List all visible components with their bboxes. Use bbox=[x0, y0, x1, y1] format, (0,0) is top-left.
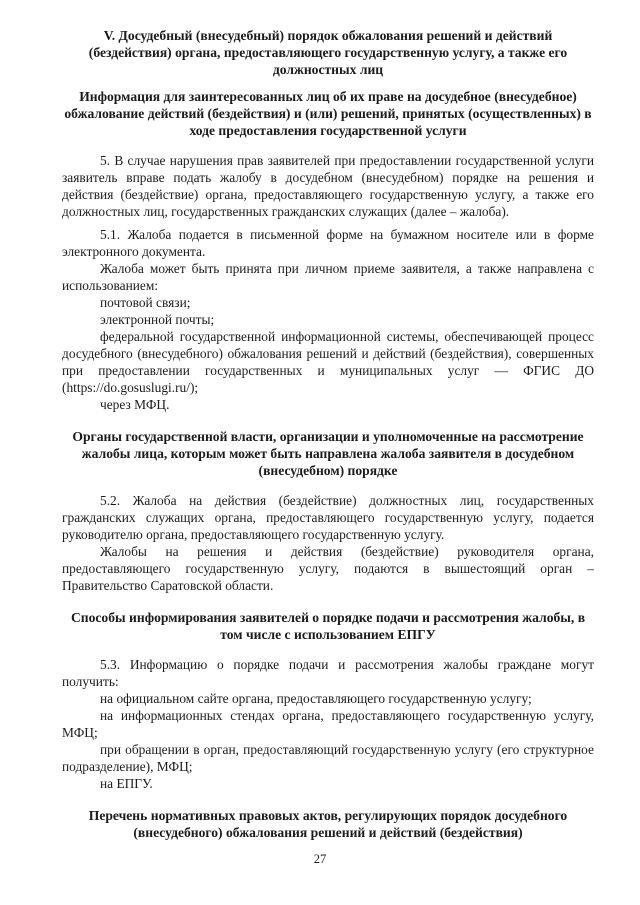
paragraph-5-2: 5.2. Жалоба на действия (бездействие) должностных лиц, государственных гражданских служащих органа, предоставляющего государственную услугу, подается руководителю органа, предоставляющего государственную услугу. bbox=[62, 493, 594, 542]
subsection-body-informing bbox=[62, 656, 594, 792]
subsection-heading-rights: Информация для заинтересованных лиц об их праве на досудебное (внесудебное) обжалование действий (бездействия) и (или) решений, принятых (осуществленных) в ходе предоставления государственной услуги bbox=[64, 89, 592, 138]
list-item-post: почтовой связи; bbox=[100, 295, 191, 310]
paragraph-5-1: 5.1. Жалоба подается в письменной форме на бумажном носителе или в форме электронного документа. bbox=[62, 227, 594, 259]
subsection-heading-legal-acts: Перечень нормативных правовых актов, регулирующих порядок досудебного (внесудебного) обжалования решений и действий (бездействия) bbox=[88, 808, 568, 840]
list-item-mfc: через МФЦ. bbox=[100, 397, 170, 412]
list-item-website: на официальном сайте органа, предоставляющего государственную услугу; bbox=[100, 691, 532, 706]
page-number: 27 bbox=[313, 852, 327, 866]
list-item-visit: при обращении в орган, предоставляющий государственную услугу (его структурное подразделение), МФЦ; bbox=[62, 742, 594, 774]
paragraph-methods-intro: Жалоба может быть принята при личном приеме заявителя, а также направлена с использованием: bbox=[62, 261, 594, 293]
subsection-body-rights bbox=[62, 152, 594, 413]
paragraph-5-3: 5.3. Информацию о порядке подачи и рассмотрения жалобы граждане могут получить: bbox=[62, 657, 594, 689]
list-item-email: электронной почты; bbox=[100, 312, 215, 327]
subsection-body-authorities bbox=[62, 492, 594, 594]
paragraph-5: 5. В случае нарушения прав заявителей при предоставлении государственной услуги заявитель вправе подать жалобу в досудебном (внесудебном) порядке на решения и действия (бездействие) органа, предоставляющего государственную услугу, а также его должностных лиц, государственных гражданских служащих (далее – жалоба). bbox=[62, 153, 594, 219]
subsection-heading-informing: Способы информирования заявителей о порядке подачи и рассмотрения жалобы, в том числе с использованием ЕПГУ bbox=[70, 610, 586, 642]
subsection-heading-authorities: Органы государственной власти, организации и уполномоченные на рассмотрение жалобы лица, которым может быть направлена жалоба заявителя в досудебном (внесудебном) порядке bbox=[72, 429, 584, 478]
list-item-fgis: федеральной государственной информационной системы, обеспечивающей процесс досудебного (внесудебного) обжалования решений и действий (бездействия), совершенных при предоставлении государственных и муниципальных услуг — ФГИС ДО (https://do.gosuslugi.ru/); bbox=[62, 329, 594, 395]
section-title: V. Досудебный (внесудебный) порядок обжалования решений и действий (бездействия) органа, предоставляющего государственную услугу, а также его должностных лиц bbox=[88, 28, 568, 77]
list-item-stands: на информационных стендах органа, предоставляющего государственную услугу, МФЦ; bbox=[62, 708, 594, 740]
paragraph-head-complaints: Жалобы на решения и действия (бездействие) руководителя органа, предоставляющего государственную услугу, подаются в вышестоящий орган – Правительство Саратовской области. bbox=[62, 544, 594, 593]
list-item-epgu: на ЕПГУ. bbox=[100, 776, 153, 791]
